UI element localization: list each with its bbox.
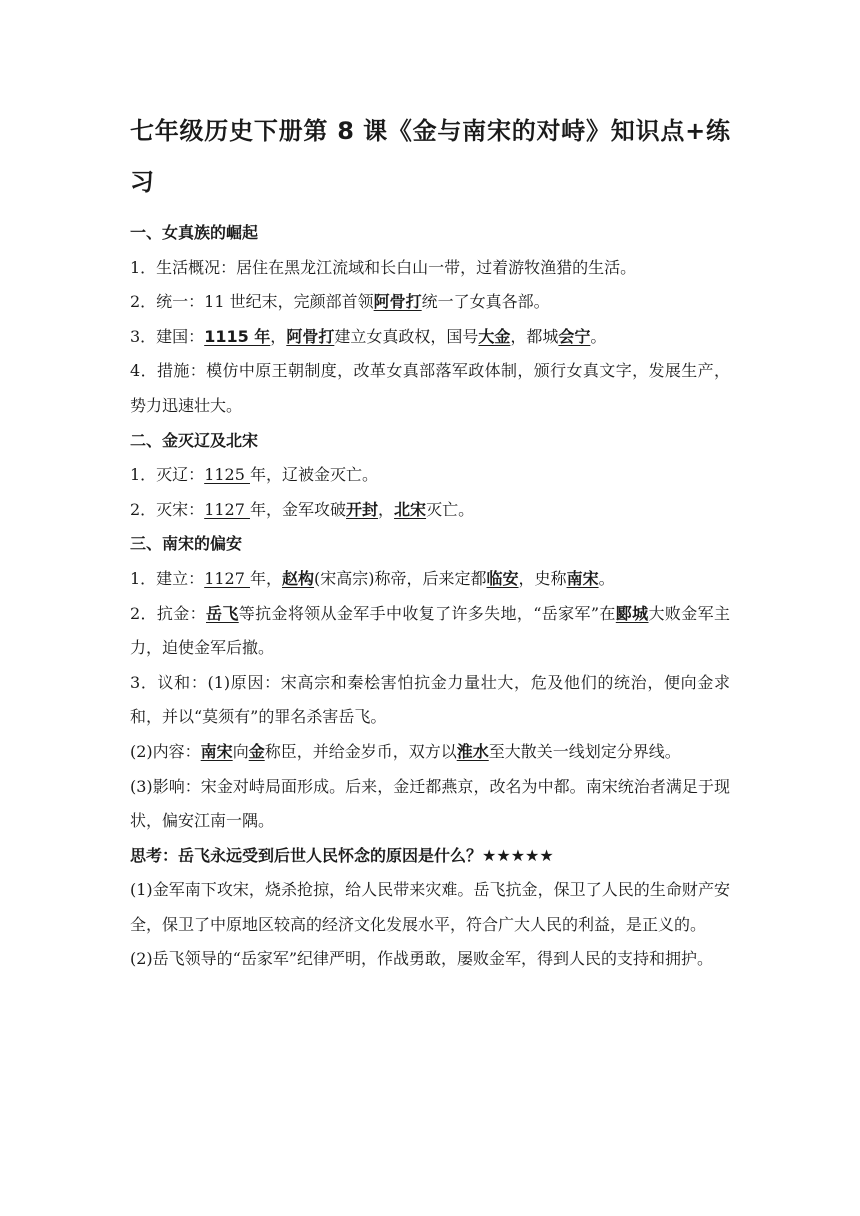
paragraph	[130, 735, 730, 770]
key-term: 开封	[346, 499, 379, 519]
key-term: 大金	[478, 326, 511, 346]
paragraph: 1．生活概况：居住在黑龙江流域和长白山一带，过着游牧渔猎的生活。	[130, 257, 637, 277]
document-title: 七年级历史下册第 8 课《金与南宋的对峙》知识点+练习	[130, 117, 730, 196]
key-term: 1127	[204, 499, 250, 519]
text-run: ，都城	[510, 326, 559, 346]
text-run: 3．建国：	[130, 326, 205, 346]
paragraph: (1)金军南下攻宋，烧杀抢掠，给人民带来灾难。岳飞抗金，保卫了人民的生命财产安全，保卫了中原地区较高的经济文化发展水平，符合广大人民的利益，是正义的。	[130, 880, 730, 934]
text-run: 年，金军攻破	[250, 499, 347, 519]
key-term: 1115 年	[204, 326, 271, 346]
paragraph	[130, 285, 730, 320]
text-run: 年，辽被金灭亡。	[250, 465, 379, 485]
key-term: 南宋	[200, 741, 233, 761]
section-heading: 二、金灭辽及北宋	[130, 430, 259, 450]
key-term: 北宋	[394, 499, 427, 519]
key-term: 郾城	[615, 603, 649, 623]
paragraph: (3)影响：宋金对峙局面形成。后来，金迁都燕京，改名为中都。南宋统治者满足于现状，偏安江南一隅。	[130, 776, 730, 831]
paragraph	[130, 562, 730, 597]
key-term: 赵构	[282, 568, 315, 588]
text-run: 1．灭辽：	[130, 465, 205, 485]
text-run: 年，	[250, 568, 283, 588]
text-run: 至大散关一线划定分界线。	[488, 741, 681, 761]
text-run: 建立女真政权，国号	[334, 326, 479, 346]
paragraph	[130, 597, 730, 666]
key-term: 阿骨打	[286, 326, 335, 346]
paragraph	[130, 493, 730, 528]
paragraph: 4．措施：模仿中原王朝制度，改革女真部落军政体制，颁行女真文字，发展生产，势力迅速壮大。	[130, 361, 730, 415]
text-run: 1．建立：	[130, 568, 205, 588]
key-term: 南宋	[566, 568, 599, 588]
text-run: 。	[590, 326, 607, 346]
paragraph: (2)岳飞领导的“岳家军”纪律严明，作战勇敢，屡败金军，得到人民的支持和拥护。	[130, 949, 714, 969]
text-run: ，史称	[518, 568, 567, 588]
document-body	[130, 216, 730, 977]
text-run: 2．统一：11 世纪末，完颜部首领	[130, 292, 374, 312]
key-term: 1125	[204, 465, 250, 485]
text-run: 2．灭宋：	[130, 499, 205, 519]
paragraph: 3．议和：(1)原因：宋高宗和秦桧害怕抗金力量壮大，危及他们的统治，便向金求和，并以“莫须有”的罪名杀害岳飞。	[130, 672, 730, 727]
text-run: 灭亡。	[426, 499, 475, 519]
text-run: 统一了女真各部。	[421, 292, 550, 312]
key-term: 阿骨打	[373, 292, 422, 312]
key-term: 会宁	[558, 326, 591, 346]
text-run: 称臣，并给金岁币，双方以	[264, 741, 457, 761]
text-run: 大败金军主力，迫使金军后撤。	[130, 603, 730, 658]
section-heading: 一、女真族的崛起	[130, 223, 259, 242]
key-term: 岳飞	[206, 603, 239, 623]
text-run: 向	[232, 741, 249, 761]
section-heading: 三、南宋的偏安	[130, 534, 243, 554]
paragraph	[130, 458, 730, 493]
text-run: 2．抗金：	[130, 603, 206, 623]
text-run: ，	[270, 326, 287, 346]
key-term: 1127	[204, 568, 250, 588]
text-run: 。	[598, 568, 615, 588]
text-run: (宋高宗)称帝，后来定都	[314, 568, 487, 588]
paragraph	[130, 320, 730, 355]
text-run: ，	[378, 499, 395, 519]
question-heading: 思考：岳飞永远受到后世人民怀念的原因是什么？★★★★★	[130, 845, 554, 865]
key-term: 临安	[486, 568, 519, 588]
text-run: (2)内容：	[130, 741, 201, 761]
key-term: 金	[248, 741, 265, 761]
text-run: 等抗金将领从金军手中收复了许多失地，“岳家军”在	[238, 603, 616, 623]
key-term: 淮水	[456, 741, 489, 761]
